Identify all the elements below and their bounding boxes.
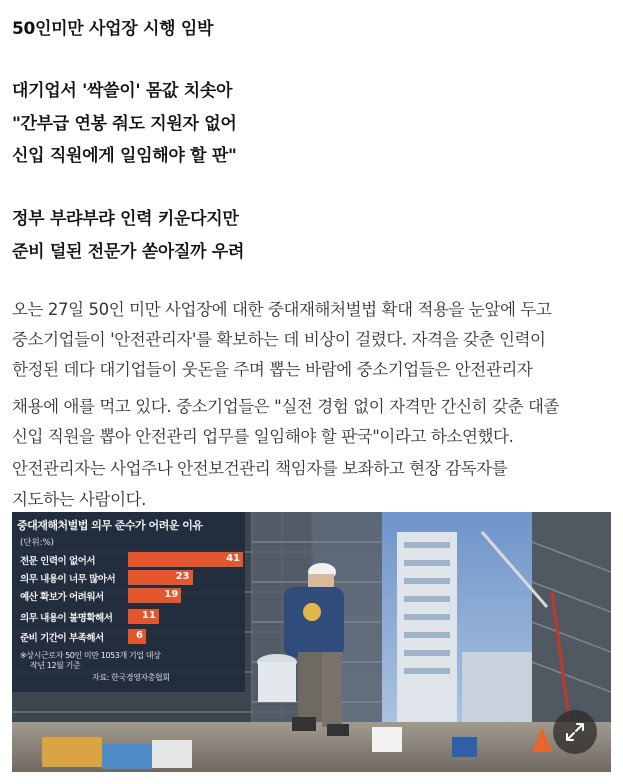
- chart-bar: [128, 570, 193, 585]
- chart-bar: [128, 629, 146, 644]
- category-label: 준비 기간이 부족해서: [20, 633, 104, 644]
- chart-unit: (단위:%): [20, 538, 54, 548]
- category-label: 의무 내용이 너무 많아서: [20, 574, 116, 585]
- category-label: 예산 확보가 어려워서: [20, 592, 104, 603]
- body-line: 지도하는 사람이다.: [12, 490, 147, 509]
- category-label: 의무 내용이 불명확해서: [20, 613, 113, 624]
- expand-image-button[interactable]: [553, 710, 597, 754]
- chart-note: 작년 12월 기준: [30, 661, 81, 670]
- subhead-1: 50인미만 사업장 시행 임박: [12, 19, 214, 39]
- chart-bar: [128, 609, 159, 624]
- chart-row: [20, 552, 245, 567]
- subhead-6: 준비 덜된 전문가 쏟아질까 우려: [12, 242, 245, 262]
- subhead-3: "간부급 연봉 줘도 지원자 없어: [12, 114, 237, 134]
- construction-worker-photo[interactable]: [12, 512, 611, 772]
- chart-row: [20, 609, 245, 624]
- infographic-panel: [12, 512, 245, 692]
- subhead-4: 신입 직원에게 일임해야 할 판": [12, 146, 237, 166]
- bar-value-label: 41: [226, 553, 240, 564]
- chart-row: [20, 629, 245, 644]
- bar-value-label: 19: [164, 589, 179, 600]
- chart-bar: [128, 588, 181, 603]
- body-line: 신입 직원을 뽑아 안전관리 업무를 일임해야 할 판국"이라고 하소연했다.: [12, 427, 514, 446]
- body-line: 안전관리자는 사업주나 안전보건관리 책임자를 보좌하고 현장 감독자를: [12, 459, 508, 478]
- body-line: 중소기업들이 '안전관리자'를 확보하는 데 비상이 걸렸다. 자격을 갖춘 인력이: [12, 330, 546, 349]
- chart-source: 자료: 한국경영자총협회: [92, 673, 170, 682]
- body-line: 채용에 애를 먹고 있다. 중소기업들은 "실전 경험 없이 자격만 간신히 갖춘 대졸: [12, 397, 560, 416]
- body-line: 한정된 데다 대기업들이 웃돈을 주며 뽑는 바람에 중소기업들은 안전관리자: [12, 360, 533, 379]
- chart-title: 중대재해처벌법 의무 준수가 어려운 이유: [17, 519, 203, 532]
- bar-value-label: 11: [141, 610, 156, 621]
- subhead-5: 정부 부랴부랴 인력 키운다지만: [12, 209, 239, 229]
- chart-note: ※상시근로자 50인 미만 1053개 기업 대상: [20, 651, 161, 660]
- bar-value-label: 6: [136, 630, 143, 641]
- category-label: 전문 인력이 없어서: [20, 556, 96, 567]
- subhead-2: 대기업서 '싹쓸이' 몸값 치솟아: [12, 81, 233, 101]
- bar-value-label: 23: [175, 571, 190, 582]
- body-line: 오는 27일 50인 미만 사업장에 대한 중대재해처벌법 확대 적용을 눈앞에 두고: [12, 300, 552, 319]
- expand-arrows-icon: [565, 722, 585, 742]
- chart-bar: [128, 552, 243, 567]
- chart-row: [20, 588, 245, 603]
- chart-row: [20, 570, 245, 585]
